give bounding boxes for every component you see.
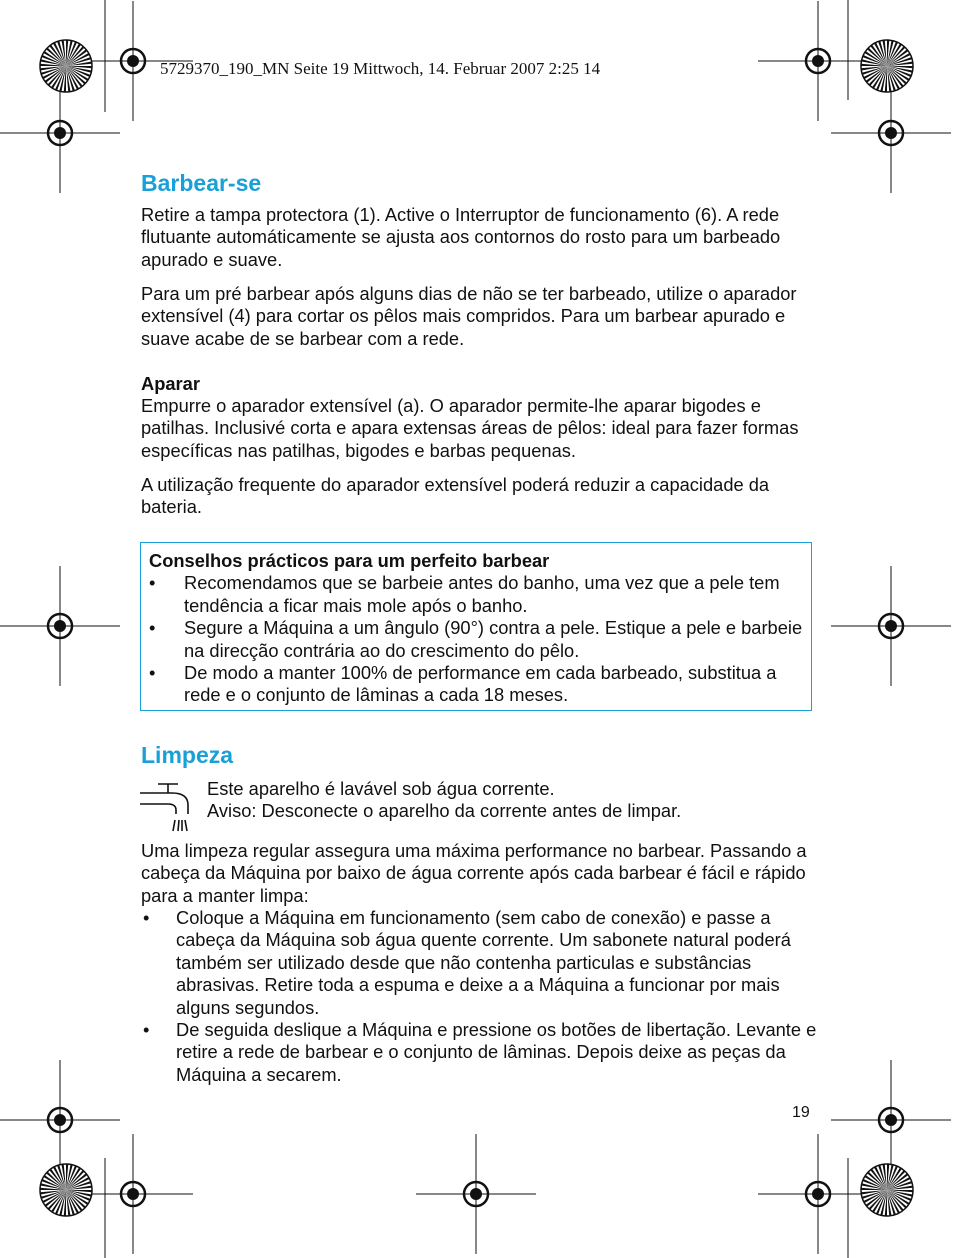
section-title-cleaning: Limpeza <box>141 742 234 768</box>
cleaning-item: • Coloque a Máquina em funcionamento (sem cabo de conexão) e passe a cabeça da Máquina sob água quente corrente. Um sabonete natural poderá também ser utilizado desde que não contenha particulas e substâncias abrasivas. Retire toda a espuma e deixe a a Máquina a funcionar por mais alguns segundos. <box>141 907 821 1019</box>
starburst-mark-icon <box>861 40 913 92</box>
registration-mark-icon <box>831 566 951 686</box>
cleaning-paragraph: Uma limpeza regular assegura uma máxima performance no barbear. Passando a cabeça da Máquina por baixo de água corrente após cada barbear é fácil e rápido para a manter limpa: <box>141 840 807 906</box>
registration-mark-icon <box>758 1134 878 1254</box>
washable-note: Este aparelho é lavável sob água corrente. <box>207 778 555 799</box>
shaving-paragraph-2: Para um pré barbear após alguns dias de não se ter barbeado, utilize o aparador extensível (4) para cortar os pêlos mais compridos. Para um barbear apurado e suave acabe de se barbear com a rede. <box>141 283 797 349</box>
tip-item: • Segure a Máquina a um ângulo (90°) contra a pele. Estique a pele e barbeie na direcção contrária ao do crescimento do pêlo. <box>149 617 803 662</box>
unplug-warning: Aviso: Desconecte o aparelho da corrente antes de limpar. <box>207 800 682 821</box>
page-number: 19 <box>792 1104 810 1121</box>
print-header: 5729370_190_MN Seite 19 Mittwoch, 14. Februar 2007 2:25 14 <box>160 59 601 78</box>
battery-note-paragraph: A utilização frequente do aparador extensível poderá reduzir a capacidade da bateria. <box>141 474 770 518</box>
tip-item: • Recomendamos que se barbeie antes do banho, uma vez que a pele tem tendência a ficar mais mole após o banho. <box>149 572 803 617</box>
starburst-mark-icon <box>40 40 92 92</box>
cleaning-item: • De seguida deslique a Máquina e pressione os botões de libertação. Levante e retire a rede de barbear e o conjunto de lâminas. Depois deixe as peças da Máquina a secarem. <box>141 1019 821 1086</box>
trimming-paragraph: Empurre o aparador extensível (a). O aparador permite-lhe aparar bigodes e patilhas. Inclusivé corta e apara extensas áreas de pêlos: ideal para fazer formas específicas nas patilhas, bigodes e barbas pequenas. <box>141 395 799 461</box>
starburst-mark-icon <box>861 1164 913 1216</box>
trimming-subheading: Aparar <box>141 373 200 394</box>
registration-mark-icon <box>0 1060 120 1180</box>
registration-mark-icon <box>0 566 120 686</box>
registration-mark-icon <box>758 1 878 121</box>
shaving-paragraph-1: Retire a tampa protectora (1). Active o Interruptor de funcionamento (6). A rede flutuante automáticamente se ajusta aos contornos do rosto para um barbeado apurado e suave. <box>141 204 781 270</box>
tip-item: • De modo a manter 100% de performance em cada barbeado, substitua a rede e o conjunto de lâminas a cada 18 meses. <box>149 662 803 707</box>
registration-mark-icon <box>416 1134 536 1254</box>
starburst-mark-icon <box>40 1164 92 1216</box>
section-title-shaving: Barbear-se <box>141 170 262 196</box>
tips-title: Conselhos prácticos para um perfeito barbear <box>149 550 550 571</box>
registration-mark-icon <box>831 1060 951 1180</box>
